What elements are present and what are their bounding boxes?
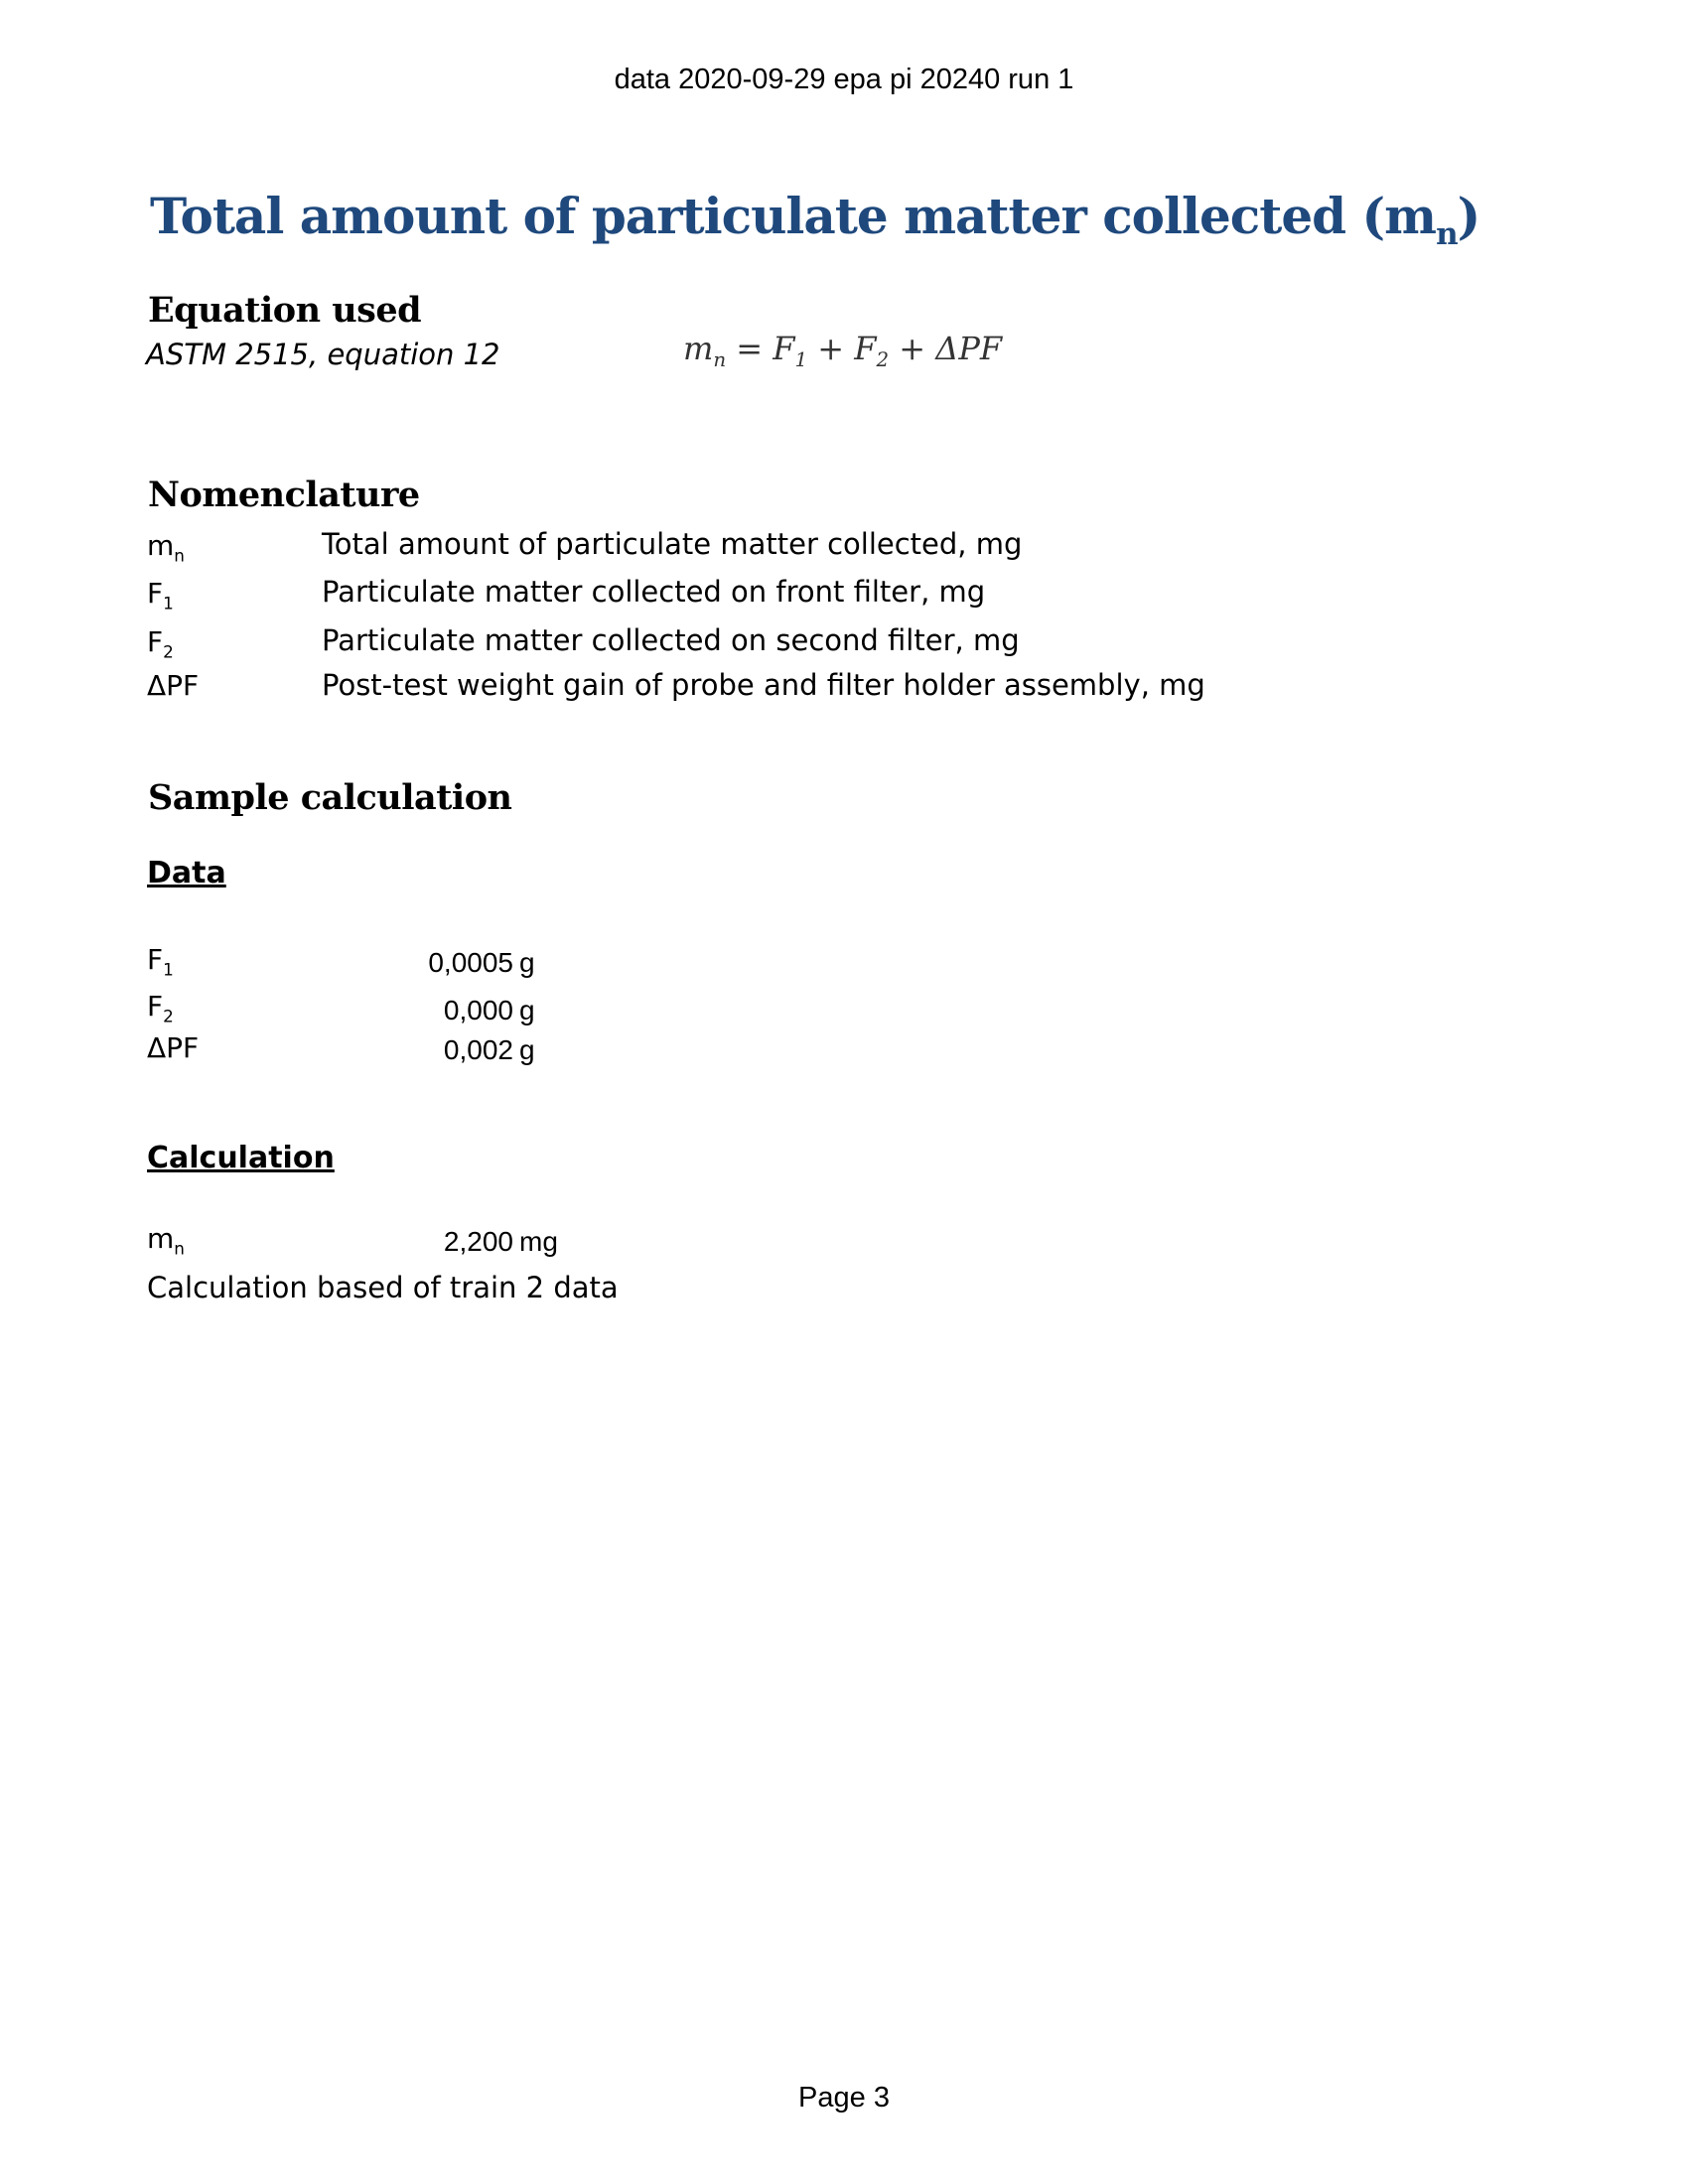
title-close: ) bbox=[1457, 187, 1480, 245]
result-symbol bbox=[147, 1222, 185, 1259]
nomenclature-symbol bbox=[147, 529, 185, 566]
nomenclature-symbol bbox=[147, 669, 199, 702]
nomenclature-description: Particulate matter collected on front filter, mg bbox=[322, 575, 986, 609]
nomenclature-description: Particulate matter collected on second filter, mg bbox=[322, 623, 1020, 657]
document-header: data 2020-09-29 epa pi 20240 run 1 bbox=[614, 64, 1074, 95]
symbol-base: m bbox=[147, 1222, 175, 1255]
symbol-base: ΔPF bbox=[147, 669, 200, 702]
equation-term-1: = F bbox=[736, 330, 795, 367]
data-value: 0,000 bbox=[443, 995, 513, 1025]
data-unit: g bbox=[519, 1034, 535, 1065]
symbol-sub: 1 bbox=[163, 959, 174, 980]
equation-term-1-sub: 1 bbox=[794, 347, 808, 371]
symbol-base: F bbox=[147, 943, 164, 976]
symbol-sub: n bbox=[174, 1238, 185, 1259]
nomenclature-description: Total amount of particulate matter collected, mg bbox=[322, 527, 1023, 561]
data-symbol bbox=[147, 990, 174, 1026]
equation-lhs-sub: n bbox=[713, 347, 727, 371]
equation-term-2-sub: 2 bbox=[876, 347, 890, 371]
page-number: Page 3 bbox=[798, 2082, 890, 2114]
title-subscript: n bbox=[1436, 215, 1458, 252]
data-unit: g bbox=[519, 947, 535, 978]
equation-term-2: + F bbox=[817, 330, 877, 367]
symbol-sub: 2 bbox=[163, 1006, 174, 1026]
data-subheading: Data bbox=[147, 856, 226, 890]
equation-heading: Equation used bbox=[148, 290, 422, 331]
symbol-sub: n bbox=[174, 545, 185, 566]
nomenclature-symbol bbox=[147, 577, 174, 614]
symbol-base: F bbox=[147, 625, 164, 658]
symbol-base: F bbox=[147, 990, 164, 1023]
equation-lhs: m bbox=[683, 330, 714, 367]
symbol-base: m bbox=[147, 529, 175, 562]
page-title bbox=[150, 187, 1480, 252]
equation bbox=[683, 330, 1003, 371]
nomenclature-heading: Nomenclature bbox=[148, 475, 420, 515]
symbol-sub: 1 bbox=[163, 593, 174, 614]
equation-source: ASTM 2515, equation 12 bbox=[146, 338, 500, 371]
nomenclature-symbol bbox=[147, 625, 174, 662]
data-value: 0,002 bbox=[443, 1034, 513, 1065]
data-value: 0,0005 bbox=[428, 947, 513, 978]
data-unit: g bbox=[519, 995, 535, 1025]
calculation-note: Calculation based of train 2 data bbox=[147, 1271, 619, 1304]
result-value: 2,200 bbox=[443, 1226, 513, 1257]
nomenclature-description: Post-test weight gain of probe and filter holder assembly, mg bbox=[322, 668, 1205, 702]
symbol-base: ΔPF bbox=[147, 1031, 200, 1064]
calculation-subheading: Calculation bbox=[147, 1141, 335, 1175]
title-text: Total amount of particulate matter collected (m bbox=[150, 187, 1437, 245]
result-unit: mg bbox=[519, 1226, 558, 1257]
symbol-base: F bbox=[147, 577, 164, 610]
sample-calculation-heading: Sample calculation bbox=[148, 777, 512, 818]
data-symbol bbox=[147, 943, 174, 980]
data-symbol bbox=[147, 1031, 199, 1064]
equation-term-3: + ΔPF bbox=[899, 330, 1003, 367]
symbol-sub: 2 bbox=[163, 641, 174, 662]
